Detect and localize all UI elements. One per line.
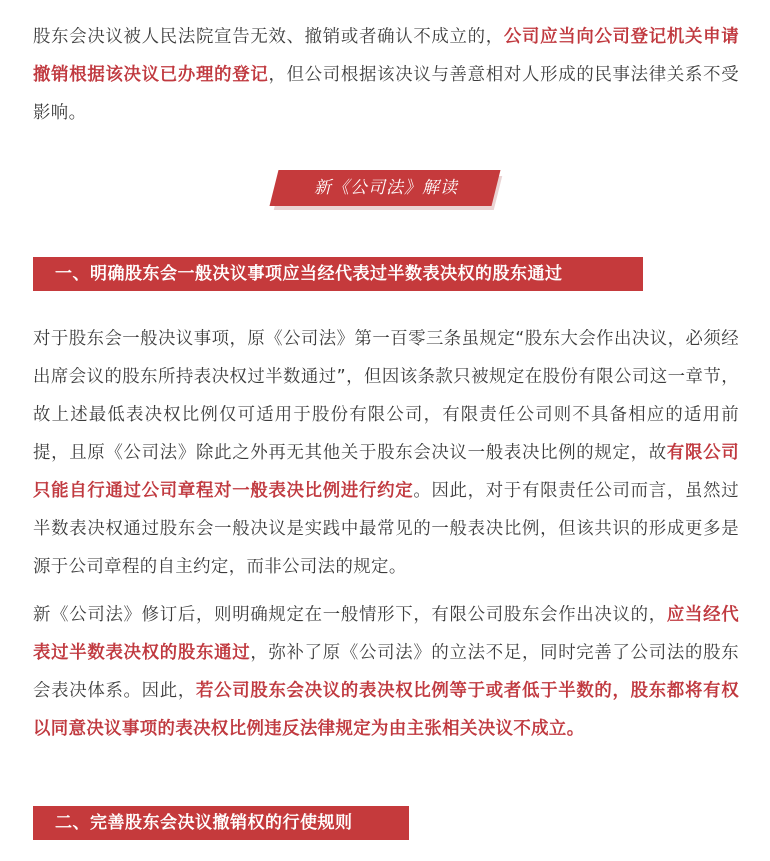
s1p1-text: 对于股东会一般决议事项，原《公司法》第一百零三条虽规定“股东大会作出决议，必须经出席会议的股东所持表决权过半数通过”，但因该条款只被规定在股份有限公司这一章节，故上述最低表决权比例仅可适用于股份有限公司，有限责任公司则不具备相应的适用前提，且原《公司法》除此之外再无其他关于股东会决议一般表决比例的规定，故	[33, 329, 739, 463]
s1p2-text-end: 。	[566, 719, 585, 739]
interpretation-banner	[272, 170, 506, 212]
s1p2-highlight-1: 应当经代表过半数表决权的股东通过	[33, 605, 739, 663]
s1p1-text-end: 。因此，对于有限责任公司而言，虽然过半数表决权通过股东会一般决议是实践中最常见的一般表决比例，但该共识的形成更多是源于公司章程的自主约定，而非公司法的规定。	[33, 481, 739, 577]
intro-text: 股东会决议被人民法院宣告无效、撤销或者确认不成立的，	[33, 27, 504, 47]
section-1-paragraph-2	[33, 596, 739, 748]
s1p2-text-mid: ，弥补了原《公司法》的立法不足，同时完善了公司法的股东会表决体系。因此，	[33, 643, 739, 701]
s1p2-highlight-2: 若公司股东会决议的表决权比例等于或者低于半数的，股东都将有权以同意决议事项的表决权比例违反法律规定为由主张相关决议不成立	[33, 681, 739, 739]
section-1-header: 一、明确股东会一般决议事项应当经代表过半数表决权的股东通过	[33, 257, 643, 291]
banner-title: 新《公司法》解读	[314, 178, 458, 198]
section-1-paragraph-1	[33, 320, 739, 586]
s1p2-text: 新《公司法》修订后，则明确规定在一般情形下，有限公司股东会作出决议的，	[33, 605, 667, 625]
intro-highlight: 公司应当向公司登记机关申请撤销根据该决议已办理的登记	[33, 27, 740, 85]
s1p1-highlight: 有限公司只能自行通过公司章程对一般表决比例进行约定	[33, 443, 739, 501]
intro-paragraph	[33, 18, 739, 132]
section-2-header: 二、完善股东会决议撤销权的行使规则	[33, 806, 409, 840]
intro-text-end: ，但公司根据该决议与善意相对人形成的民事法律关系不受影响。	[33, 65, 740, 123]
